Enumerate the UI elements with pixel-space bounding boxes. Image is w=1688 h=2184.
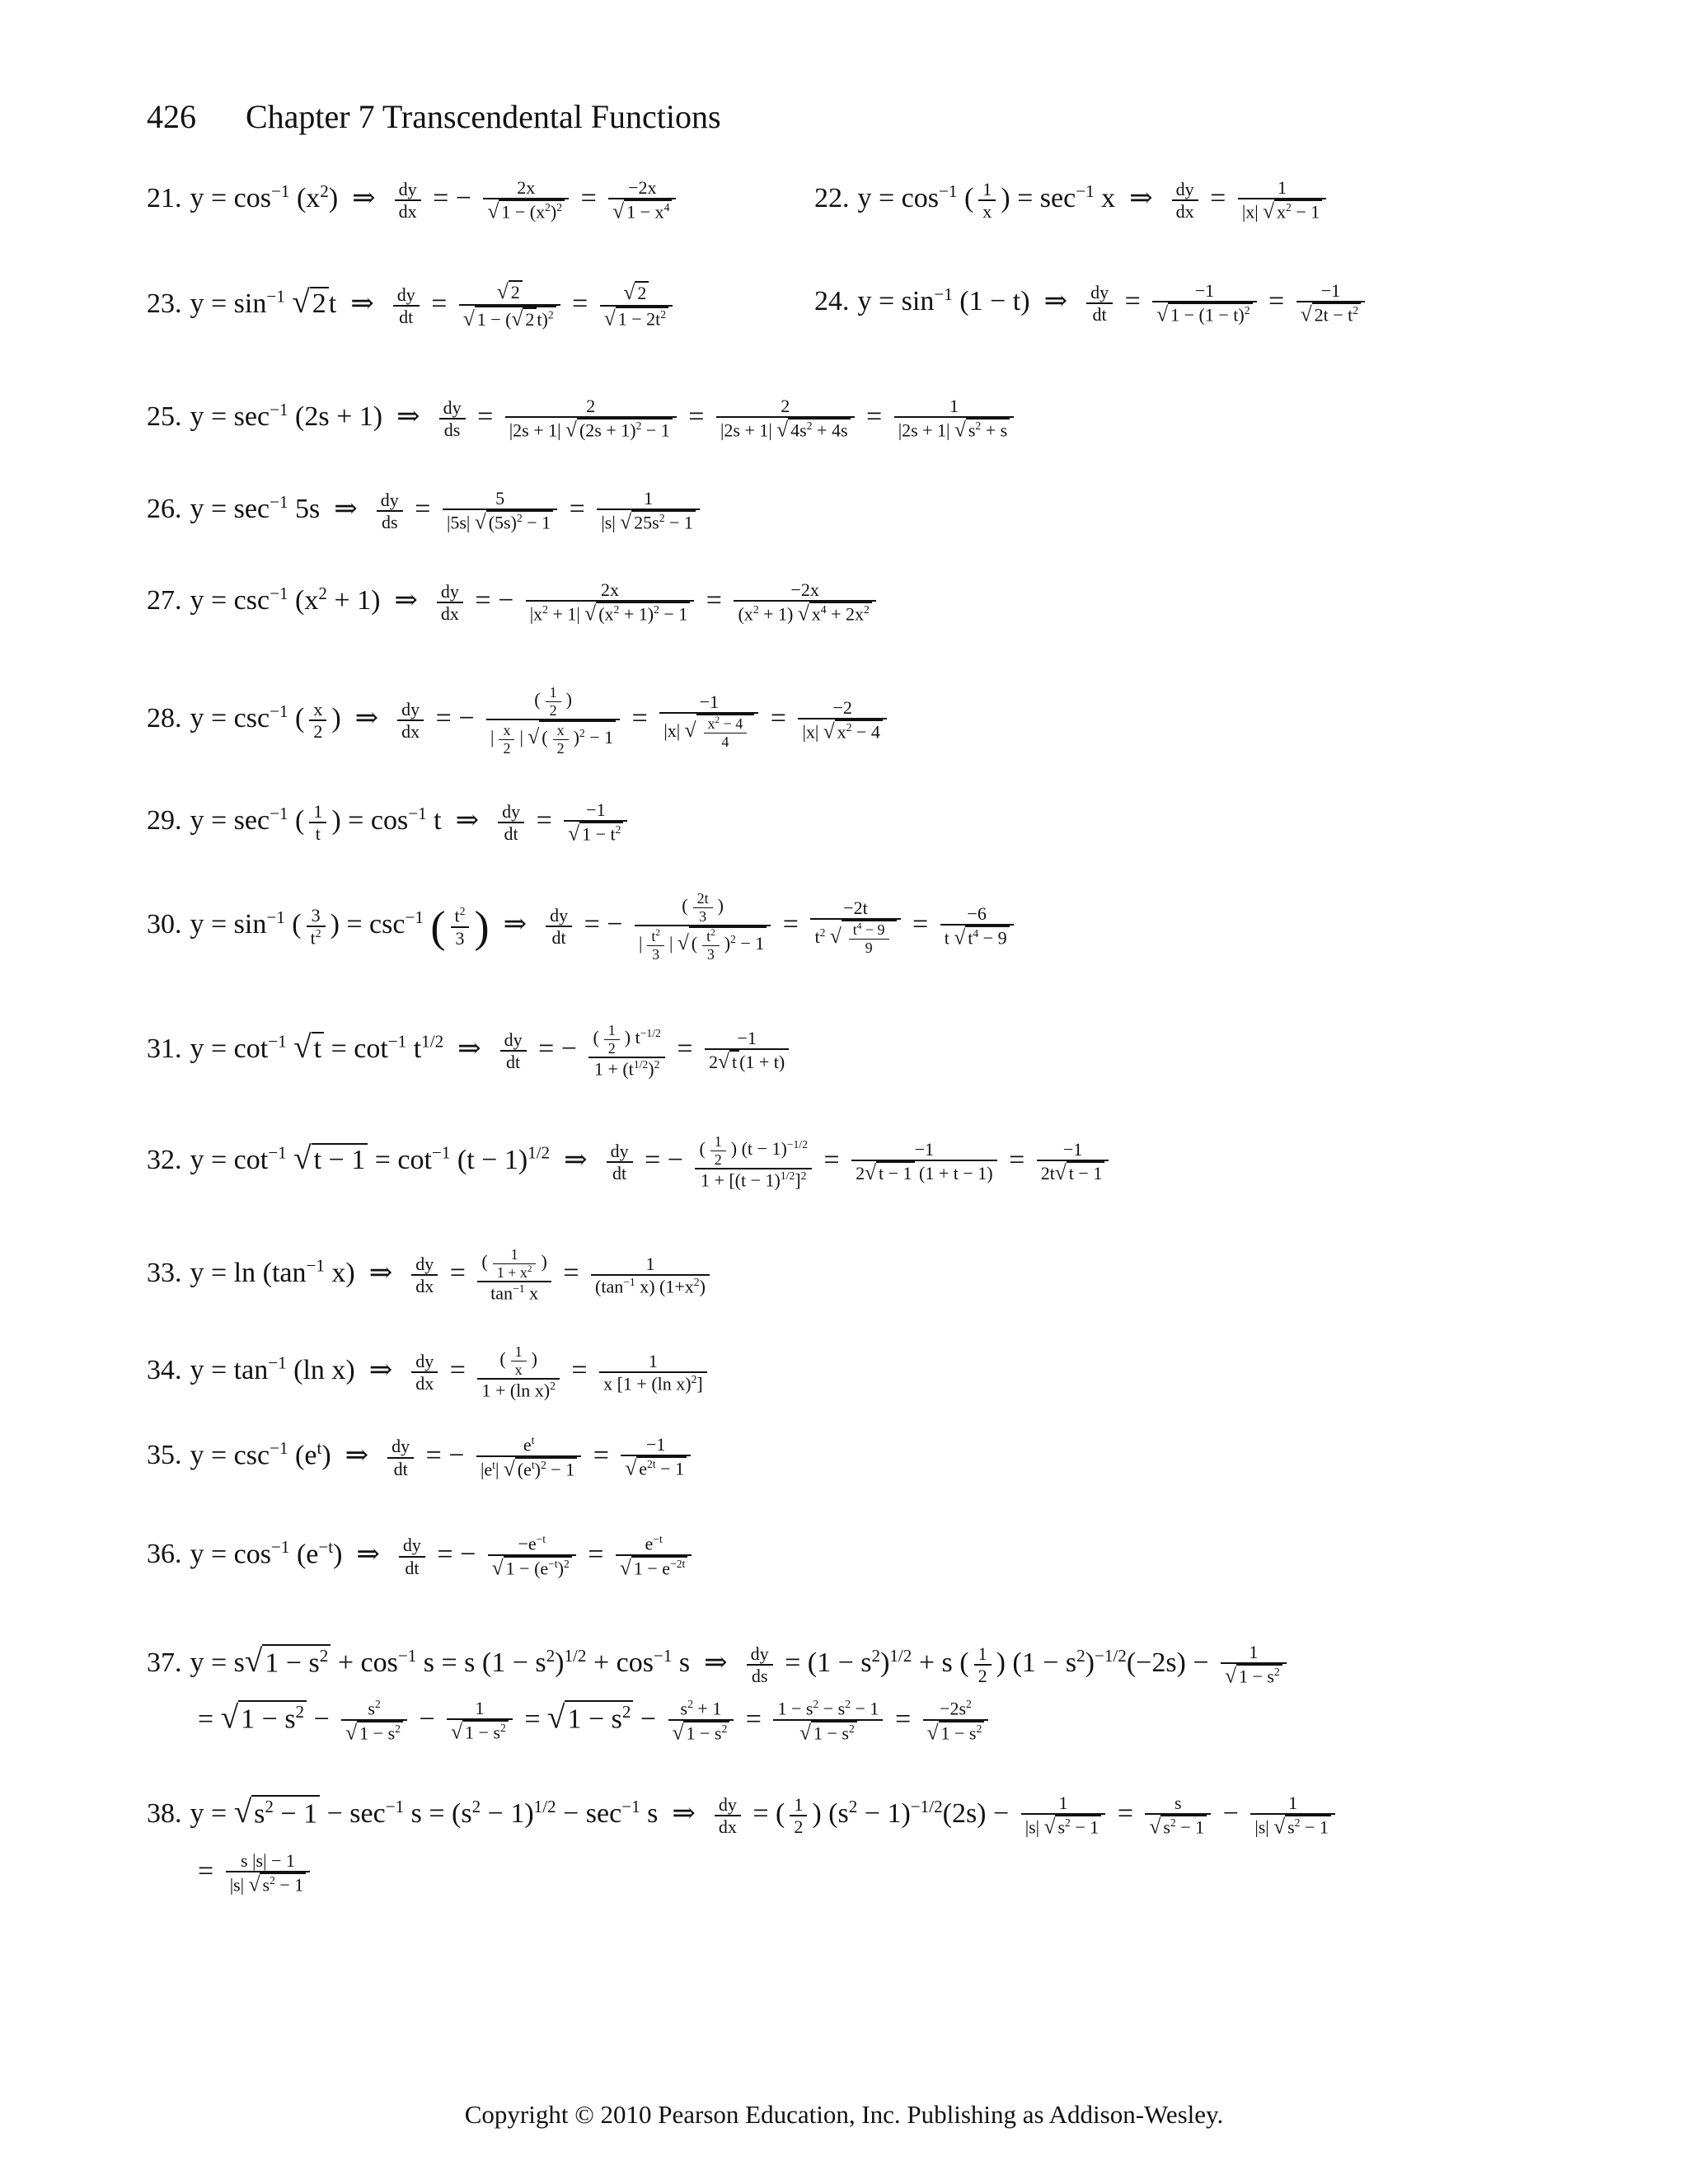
problem-24: 24. $y = \sin^{-1} (1 - t)$ ⇒ $\frac{dy}{dt}$ = $\frac{-1}{√ 1 - (1 - t)^2}$ = $\frac{-1}{√ 2t - t^2}$: [814, 280, 1370, 327]
problem-25: 25. $y = \sec^{-1} (2s + 1)$ ⇒ $\frac{dy}{ds}$ = $\frac{2}{|2s + 1| √ (2s + 1)^2 - 1}$ = $\frac{2}{|2s + 1| √ 4s^2 + 4s}$ = $\frac{1}{|2s + 1| √ s^2 + s}$: [147, 396, 1019, 443]
page-header: [147, 97, 721, 136]
problem-23: 23. $y = \sin^{-1} √2t$ ⇒ $\frac{dy}{dt}$ = $\frac{√ 2}{√ 1 - (√ 2 t)^2}$ = $\frac{√ 2}{√ 1 - 2t^2}$: [147, 280, 678, 331]
problem-34: 34. $y = \tan^{-1} (\ln$ x) ⇒ $\frac{dy}{dx}$ = ( $\frac{1}{x}$ ) 1 + (ln x)$^2$ = $\frac{1}{x [1 + (\ln x)^2]}$: [147, 1343, 712, 1401]
page-number: 426: [147, 98, 196, 135]
problem-37-continued: = $√1 - s^2$ − $\frac{s^2}{√ 1 - s^2}$ − $\frac{1}{√ 1 - s^2}$ = $√1 - s^2$ − $\frac{s^2 + 1}{√ 1 - s^2}$ = $\frac{1 - s^2 - s^2 - 1}{√ 1 - s^2}$ = $\frac{-2s^2}{√ 1 - s^2}$: [198, 1698, 993, 1745]
problem-26: 26. $y = \sec^{-1} 5s$ ⇒ $\frac{dy}{ds}$ = $\frac{5}{|5s| √ (5s)^2 - 1}$ = $\frac{1}{|s| √ 25s^2 - 1}$: [147, 488, 705, 535]
copyright-footer: Copyright © 2010 Pearson Education, Inc. Publishing as Addison-Wesley.: [464, 2100, 1224, 2129]
problem-33: 33. $y = \ln (\tan^{-1}$ x) ⇒ $\frac{dy}{dx}$ = ( $\frac{1}{1 + x^2}$ ) $\tan^{-1} x$ = $\frac{1}{(\tan^{-1} x) (1+x^2)}$: [147, 1246, 715, 1304]
problem-21: 21. $y = \cos^{-1} (x^2)$ ⇒ $\frac{dy}{dx}$ = − $\frac{2x}{√ 1 - (x^2)^2}$ = $\frac{-2x}{√ 1 - x^4}$: [147, 177, 681, 224]
problem-32: 32. $y = \cot^{-1} √t - 1 = \cot^{-1} (t - 1)^{1/2}$ ⇒ $\frac{dy}{dt}$ = − ( $\frac{1}{2}$ ) $(t - 1)^{-1/2}$ $1 + [(t - 1)^{1/2}]^2$ = $\frac{-1}{2√ t - 1 (1 + t - 1)}$ = $\frac{-1}{2t√ t - 1}$: [147, 1133, 1114, 1191]
problem-38: 38. $y = √s^2 - 1 - \sec^{-1} s = (s^2 - 1)^{1/2} - \sec^{-1} s$ ⇒ $\frac{dy}{dx}$ = ( $\frac{1}{2}$ ) $(s^2 - 1)^{-1/2}(2s)$ − $\frac{1}{|s| √ s^2 - 1}$ = $\frac{s}{√ s^2 - 1}$ − $\frac{1}{|s| √ s^2 - 1}$: [147, 1793, 1340, 1840]
problem-31: 31. $y = \cot^{-1} √t = \cot^{-1} t^{1/2}$ ⇒ $\frac{dy}{dt}$ = − ( $\frac{1}{2}$ ) $t^{-1/2}$ $1 + (t^{1/2})^2$ = $\frac{-1}{2√ t (1 + t)}$: [147, 1022, 794, 1080]
problem-29: 29. $y = \sec^{-1}$ ( $\frac{1}{t}$ ) = $\cos^{-1} t$ ⇒ $\frac{dy}{dt}$ = $\frac{-1}{√ 1 - t^2}$: [147, 799, 632, 846]
problem-30: 30. $y = \sin^{-1}$ ( $\frac{3}{t^2}$ ) = $\csc^{-1}$ ( $\frac{t^2}{3}$ ) ⇒ $\frac{dy}{dt}$ = − ( $\frac{2t}{3}$ ) | $\frac{t^2}{3}$ | √ ( $\frac{t^2}{3}$ )$^2$ − 1 = −2t $t^2$ √ $\frac{t^4 - 9}{9}$ = $\frac{-6}{t √ t^4 - 9}$: [147, 890, 1019, 963]
problem-28: 28. $y = \csc^{-1}$ ( $\frac{x}{2}$ ) ⇒ $\frac{dy}{dx}$ = − ( $\frac{1}{2}$ ) | $\frac{x}{2}$ | √ ( $\frac{x}{2}$ )$^2$ − 1 = −1 |x| √ $\frac{x^2 - 4}{4}$ = $\frac{-2}{|x| √ x^2 - 4}$: [147, 684, 892, 757]
problem-37: 37. $y = s√1 - s^2 + \cos^{-1} s = s$ $(1 - s^2)^{1/2} + \cos^{-1} s$ ⇒ $\frac{dy}{ds}$ = $(1 - s^2)^{1/2} + s$ ( $\frac{1}{2}$ ) $(1 - s^2)^{-1/2}(-2s)$ − $\frac{1}{√ 1 - s^2}$: [147, 1642, 1292, 1689]
problem-27: 27. $y = \csc^{-1} (x^2 + 1)$ ⇒ $\frac{dy}{dx}$ = − $\frac{2x}{|x^2 + 1| √ (x^2 + 1)^2 - 1}$ = $\frac{-2x}{(x^2 + 1) √ x^4 + 2x^2}$: [147, 579, 881, 626]
chapter-title: Chapter 7 Transcendental Functions: [246, 98, 721, 135]
problem-38-continued: = $\frac{s |s| - 1}{|s| √ s^2 - 1}$: [198, 1850, 315, 1897]
problem-22: 22. $y = \cos^{-1}$ ( $\frac{1}{x}$ ) = $\sec^{-1} x$ ⇒ $\frac{dy}{dx}$ = $\frac{1}{|x| √ x^2 - 1}$: [814, 177, 1331, 224]
problem-36: 36. $y = \cos^{-1} (e^{-t})$ ⇒ $\frac{dy}{dt}$ = − $\frac{-e^{-t}}{√ 1 - (e^{-t})^2}$ = $\frac{e^{-t}}{√ 1 - e^{-2t}}$: [147, 1533, 696, 1580]
problem-35: 35. $y = \csc^{-1} (e^t)$ ⇒ $\frac{dy}{dt}$ = − $\frac{e^t}{|e^t| √ (e^t)^2 - 1}$ = $\frac{-1}{√ e^{2t} - 1}$: [147, 1434, 696, 1481]
